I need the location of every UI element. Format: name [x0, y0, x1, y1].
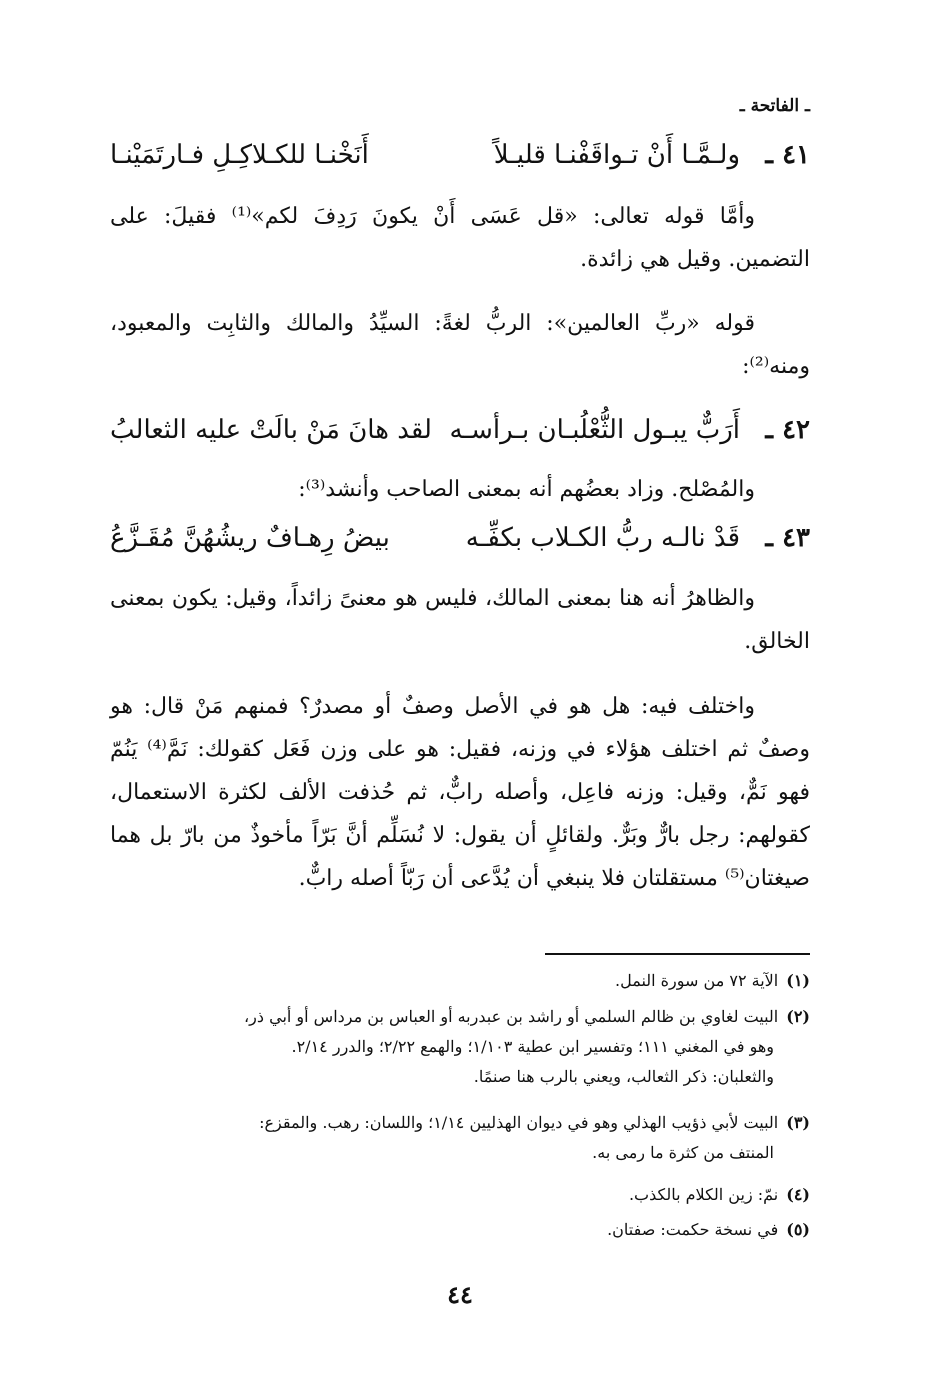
footnote-number: (١): [786, 971, 810, 990]
footnote-4: [110, 1180, 810, 1210]
footnote-separator: [545, 953, 810, 955]
verse-hemistich-second: لقد هانَ مَنْ بالَتْ عليه الثعالبُ: [110, 415, 432, 445]
paragraph-al-zahir: والظاهرُ أنه هنا بمعنى المالك، فليس هو معنىً زائداً، وقيل: يكون بمعنى الخالق.: [110, 586, 810, 654]
footnote-text: في نسخة حكمت: صفتان.: [607, 1220, 779, 1239]
verse-41: [110, 135, 810, 175]
footnote-3: [110, 1108, 810, 1168]
verse-hemistich-second: أَنَخْنـا للكـلاكِـلِ فـارتَمَيْنـا: [110, 140, 369, 170]
verse-hemistich-second: بيضُ رِهـافٌ ريشُهُنَّ مُقَـزَّعُ: [110, 523, 390, 553]
footnote-number: (٢): [786, 1007, 810, 1026]
verse-hemistich-first: ولـمَّـا أَنْ تـواقَفْنـا قليـلاً: [493, 140, 740, 170]
footnote-2: [110, 1002, 810, 1092]
paragraph-qawluhu-taala: وأمَّا قوله تعالى: «قل عَسَى أَنْ يكونَ رَدِفَ لكم»⁽¹⁾ فقيلَ: على التضمين. وقيل هي زائدة.: [110, 204, 810, 272]
footnote-text-continued: المنتف من كثرة ما رمى به.: [592, 1143, 774, 1162]
running-head: ـ الفاتحة ـ: [739, 96, 810, 116]
page-number: ٤٤: [447, 1280, 473, 1309]
footnote-text-continued: وهو في المغني ١١١؛ وتفسير ابن عطية ١/١٠٣؛ والهمع ٢/٢٢؛ والدرر ٢/١٤.: [291, 1037, 774, 1056]
verse-42: [110, 410, 810, 450]
verse-number: ٤٢ ـ: [765, 415, 810, 445]
footnote-text: البيت لغاوي بن ظالم السلمي أو راشد بن عبدربه أو العباس بن مرداس أو أبي ذر،: [244, 1007, 779, 1026]
paragraph-ikhtalafa-fihi: واختلف فيه: هل هو في الأصل وصفٌ أو مصدرٌ؟ فمنهم مَنْ قال: هو وصفٌ ثم اختلف هؤلاء في وزنه، فقيل: هو على وزن فَعَل كقولك: نَمَّ⁽⁴⁾ يَنُمّ فهو نَمٌّ، وقيل: وزنه فاعِل، وأصله رابٌّ، ثم حُذفت الألف لكثرة الاستعمال، كقولهم: رجل بارٌّ وبَرٌّ. ولقائلٍ أن يقول: لا نُسَلِّم أنَّ بَرّاً مأخوذٌ من بارّ بل هما صيغتان⁽⁵⁾ مستقلتان فلا ينبغي أن يُدَّعى أن رَبّاً أصله رابٌّ.: [110, 694, 810, 891]
footnote-number: (٥): [786, 1220, 810, 1239]
footnote-number: (٣): [786, 1113, 810, 1132]
verse-number: ٤٣ ـ: [765, 523, 810, 553]
verse-number: ٤١ ـ: [765, 140, 810, 170]
footnote-text-continued: والثعلبان: ذكر الثعالب، ويعني بالرب هنا صنمًا.: [473, 1067, 774, 1086]
book-page: [110, 0, 810, 1373]
verse-hemistich-first: قَدْ نالـه ربُّ الكـلاب بكفِّـه: [465, 523, 740, 553]
paragraph-rabb-al-alamin: قوله «ربِّ العالمين»: الربُّ لغةً: السيِّدُ والمالك والثابِت والمعبود، ومنه⁽²⁾:: [110, 311, 810, 379]
footnote-1: [110, 966, 810, 996]
paragraph-al-muslih: والمُصْلح. وزاد بعضُهم أنه بمعنى الصاحب وأنشد⁽³⁾:: [298, 477, 755, 502]
footnote-text: الآية ٧٢ من سورة النمل.: [614, 971, 779, 990]
footnote-text: البيت لأبي ذؤيب الهذلي وهو في ديوان الهذليين ١/١٤؛ واللسان: رهب. والمقزع:: [259, 1113, 779, 1132]
footnote-number: (٤): [786, 1185, 810, 1204]
footnote-5: [110, 1215, 810, 1245]
footnote-text: نمّ: زين الكلام بالكذب.: [628, 1185, 779, 1204]
verse-hemistich-first: أَرَبٌّ يبـول الثُّعْلُبـان بـرأسـه: [449, 415, 740, 445]
verse-43: [110, 518, 810, 558]
